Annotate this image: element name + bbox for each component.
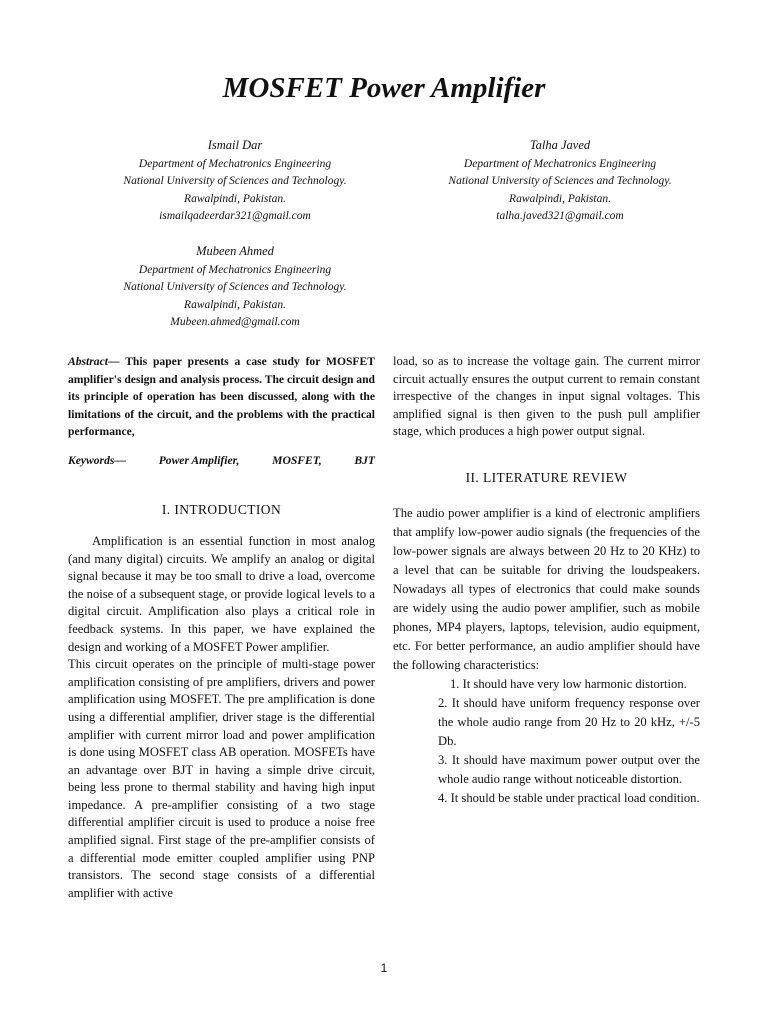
author-department: Department of Mechatronics Engineering	[463, 157, 657, 170]
author-department: Department of Mechatronics Engineering	[138, 157, 332, 170]
abstract-text: This paper presents a case study for MOSFET amplifier's design and analysis process. The circuit design and its principle of operation has been discussed, along with the limitations of the circuit, and the problems with the practical performance,	[68, 355, 375, 439]
author-email: ismailqadeerdar321@gmail.com	[159, 210, 311, 222]
author-university: National University of Sciences and Technology.	[448, 175, 672, 187]
author-department: Department of Mechatronics Engineering	[138, 263, 332, 276]
author-city: Rawalpindi, Pakistan.	[509, 192, 611, 205]
keyword-item: BJT	[354, 453, 375, 467]
introduction-continued	[393, 353, 700, 441]
author-name: Ismail Dar	[207, 138, 263, 152]
author-university: National University of Sciences and Technology.	[123, 175, 347, 187]
characteristics-list	[393, 675, 700, 808]
paper-title: MOSFET Power Amplifier	[222, 72, 546, 104]
section-heading-literature-review: II. LITERATURE REVIEW	[465, 469, 628, 485]
keywords	[68, 454, 375, 467]
author-name: Mubeen Ahmed	[196, 244, 274, 258]
author-city: Rawalpindi, Pakistan.	[184, 298, 286, 311]
author-city: Rawalpindi, Pakistan.	[184, 192, 286, 205]
paragraph: load, so as to increase the voltage gain. The current mirror circuit actually ensures the output current to remain constant irrespective of the changes in input signal voltages. This amplified signal is then given to the push pull amplifier stage, which produces a high power output signal.	[393, 354, 700, 439]
keyword-item: MOSFET,	[272, 453, 322, 467]
page-number: 1	[380, 961, 388, 975]
abstract	[68, 353, 375, 441]
author-block-1	[75, 137, 395, 226]
paragraph: The audio power amplifier is a kind of electronic amplifiers that amplify low-power audio signals (the frequencies of the low-power signals are always between 20 Hz to 20 KHz) to a level that can be suitable for driving the loudspeakers. Nowadays all types of electronics that could make sounds are widely using the audio power amplifier, such as mobile phones, MP4 players, laptops, television, audio equipment, etc. For better performance, an audio amplifier should have the following characteristics:	[393, 505, 700, 672]
list-item: 1. It should have very low harmonic distortion.	[450, 676, 687, 691]
list-item: 2. It should have uniform frequency response over the whole audio range from 20 Hz to 20 kHz, +/-5 Db.	[438, 695, 700, 748]
list-item: 3. It should have maximum power output over the whole audio range without noticeable distortion.	[438, 752, 700, 786]
left-column	[68, 353, 375, 902]
section-heading-introduction: I. INTRODUCTION	[161, 501, 282, 517]
introduction-body	[68, 533, 375, 902]
author-name: Talha Javed	[529, 138, 591, 152]
author-block-3	[75, 243, 395, 332]
keyword-item: Power Amplifier,	[158, 453, 240, 467]
right-column	[393, 353, 700, 808]
abstract-label: Abstract—	[68, 355, 120, 368]
author-block-2	[380, 137, 740, 226]
list-item: 4. It should be stable under practical load condition.	[438, 790, 700, 805]
author-university: National University of Sciences and Technology.	[123, 281, 347, 293]
keywords-label: Keywords—	[68, 453, 126, 467]
literature-review-body	[393, 504, 700, 808]
author-email: Mubeen.ahmed@gmail.com	[170, 316, 300, 328]
paragraph: Amplification is an essential function in most analog (and many digital) circuits. We amplify an analog or digital signal because it may be too small to drive a load, overcome the noise of a subsequent stage, or provide logical levels to a digital circuit. Amplification also plays a critical role in feedback systems. In this paper, we have explained the design and working of a MOSFET Power amplifier.	[68, 533, 375, 654]
author-email: talha.javed321@gmail.com	[496, 210, 624, 222]
paragraph: This circuit operates on the principle of multi-stage power amplification consisting of pre amplifiers, drivers and power amplification using MOSFET. The pre amplification is done using a differential amplifier, driver stage is the differential amplifier with current mirror load and power amplification is done using MOSFET class AB operation. MOSFETs have an advantage over BJT in having a simple drive circuit, being less prone to thermal stability and having high input impedance. A pre-amplifier consisting of a two stage differential amplifier circuit is used to produce a noise free amplified signal. First stage of the pre-amplifier consists of a differential mode emitter coupled amplifier using PNP transistors. The second stage consists of a differential amplifier with active	[68, 657, 375, 900]
